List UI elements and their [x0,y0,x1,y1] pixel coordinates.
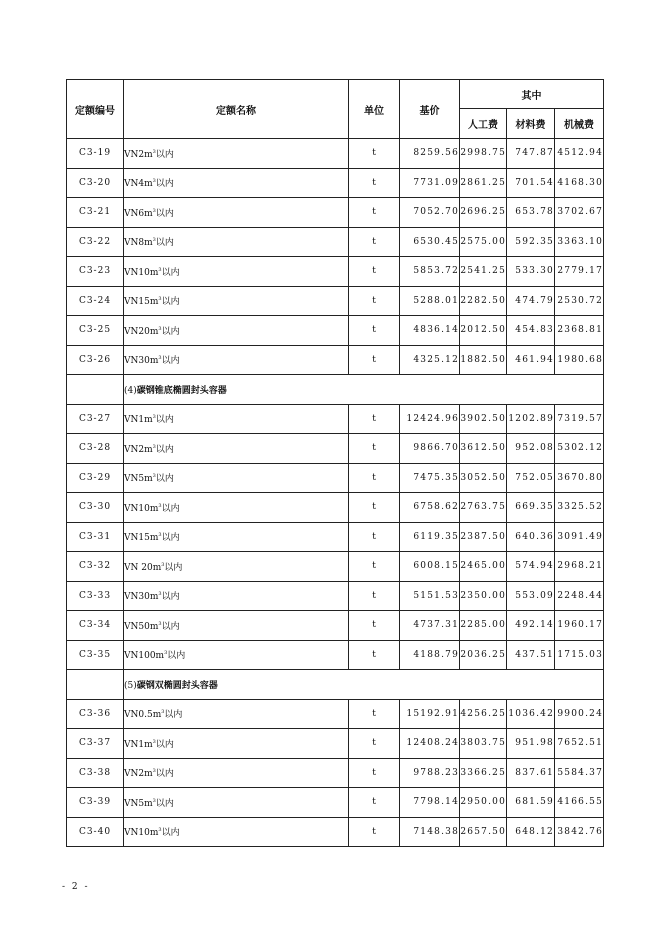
quota-name-suffix: 以内 [155,769,174,780]
quota-name-superscript: 3 [158,502,162,509]
quota-name-spec: VN15m [124,297,159,308]
table-row [67,640,604,670]
quota-unit: t [349,286,400,316]
quota-name-suffix: 以内 [164,710,183,721]
quota-name [124,404,349,434]
quota-unit: t [349,581,400,611]
labor-cost: 2282.50 [460,286,507,316]
quota-name-superscript: 3 [152,473,156,480]
base-price: 4325.12 [400,345,460,375]
machine-cost: 9900.24 [555,699,604,729]
quota-code: C3-29 [67,463,124,493]
quota-name-suffix: 以内 [161,621,180,632]
section-code-cell [67,670,124,700]
material-cost: 653.78 [507,198,555,228]
material-cost: 592.35 [507,227,555,257]
quota-name [124,463,349,493]
quota-code: C3-32 [67,552,124,582]
machine-cost: 4168.30 [555,168,604,198]
base-price: 6008.15 [400,552,460,582]
material-cost: 681.59 [507,788,555,818]
base-price: 7148.38 [400,817,460,847]
quota-name-suffix: 以内 [167,651,186,662]
header-code: 定额编号 [67,80,124,139]
table-row [67,522,604,552]
base-price: 4188.79 [400,640,460,670]
quota-name-suffix: 以内 [155,179,174,190]
quota-name-spec: VN30m [124,356,159,367]
material-cost: 533.30 [507,257,555,287]
quota-name-superscript: 3 [152,738,156,745]
machine-cost: 3842.76 [555,817,604,847]
quota-name-superscript: 3 [152,414,156,421]
quota-unit: t [349,227,400,257]
table-row [67,552,604,582]
quota-name-suffix: 以内 [161,503,180,514]
material-cost: 747.87 [507,139,555,169]
labor-cost: 2036.25 [460,640,507,670]
base-price: 4836.14 [400,316,460,346]
labor-cost: 2696.25 [460,198,507,228]
quota-code: C3-19 [67,139,124,169]
quota-unit: t [349,699,400,729]
quota-name-spec: VN2m [124,444,153,455]
table-row [67,758,604,788]
quota-code: C3-31 [67,522,124,552]
labor-cost: 2541.25 [460,257,507,287]
machine-cost: 4512.94 [555,139,604,169]
labor-cost: 2657.50 [460,817,507,847]
quota-name [124,817,349,847]
labor-cost: 4256.25 [460,699,507,729]
quota-name [124,758,349,788]
base-price: 12408.24 [400,729,460,759]
section-code-cell [67,375,124,405]
section-row [67,375,604,405]
labor-cost: 3612.50 [460,434,507,464]
section-title [124,375,604,405]
quota-unit: t [349,729,400,759]
quota-name-superscript: 3 [158,325,162,332]
header-name: 定额名称 [124,80,349,139]
quota-name-superscript: 3 [152,797,156,804]
material-cost: 454.83 [507,316,555,346]
quota-name [124,699,349,729]
base-price: 9788.23 [400,758,460,788]
quota-unit: t [349,463,400,493]
header-material-cost: 材料费 [507,109,555,139]
quota-name-spec: VN15m [124,533,159,544]
quota-unit: t [349,168,400,198]
quota-name-superscript: 3 [152,207,156,214]
quota-name [124,257,349,287]
material-cost: 640.36 [507,522,555,552]
quota-name-spec: VN10m [124,503,159,514]
quota-name-spec: VN1m [124,739,153,750]
machine-cost: 2368.81 [555,316,604,346]
quota-name [124,168,349,198]
machine-cost: 1960.17 [555,611,604,641]
quota-name-superscript: 3 [158,591,162,598]
quota-code: C3-37 [67,729,124,759]
quota-name-suffix: 以内 [161,592,180,603]
machine-cost: 3702.67 [555,198,604,228]
table-row [67,434,604,464]
material-cost: 492.14 [507,611,555,641]
material-cost: 701.54 [507,168,555,198]
quota-name-superscript: 3 [152,148,156,155]
quota-unit: t [349,640,400,670]
table-row [67,168,604,198]
table-row [67,198,604,228]
machine-cost: 5584.37 [555,758,604,788]
quota-name-suffix: 以内 [161,533,180,544]
labor-cost: 3803.75 [460,729,507,759]
quota-name [124,227,349,257]
quota-code: C3-20 [67,168,124,198]
labor-cost: 2998.75 [460,139,507,169]
quota-name-suffix: 以内 [164,562,183,573]
labor-cost: 2950.00 [460,788,507,818]
base-price: 5151.53 [400,581,460,611]
table-row [67,729,604,759]
material-cost: 574.94 [507,552,555,582]
machine-cost: 2779.17 [555,257,604,287]
table-row [67,139,604,169]
base-price: 5288.01 [400,286,460,316]
labor-cost: 2350.00 [460,581,507,611]
quota-name-spec: VN6m [124,208,153,219]
table-row [67,463,604,493]
quota-name-superscript: 3 [161,709,165,716]
quota-unit: t [349,316,400,346]
quota-name [124,434,349,464]
quota-name-suffix: 以内 [155,208,174,219]
section-title [124,670,604,700]
table-row [67,345,604,375]
quota-name-superscript: 3 [158,827,162,834]
machine-cost: 3325.52 [555,493,604,523]
quota-name [124,729,349,759]
quota-unit: t [349,493,400,523]
material-cost: 474.79 [507,286,555,316]
quota-name-spec: VN10m [124,267,159,278]
section-title-text: 碳钢锥底椭圆封头容器 [136,385,227,396]
quota-code: C3-30 [67,493,124,523]
quota-name-suffix: 以内 [161,828,180,839]
labor-cost: 2763.75 [460,493,507,523]
quota-code: C3-25 [67,316,124,346]
quota-unit: t [349,345,400,375]
quota-name [124,581,349,611]
labor-cost: 2861.25 [460,168,507,198]
quota-name-spec: VN20m [124,326,159,337]
header-base-price: 基价 [400,80,460,139]
quota-name-spec: VN 20m [124,562,162,573]
base-price: 8259.56 [400,139,460,169]
table-row [67,316,604,346]
quota-name-superscript: 3 [158,620,162,627]
quota-unit: t [349,257,400,287]
machine-cost: 7652.51 [555,729,604,759]
base-price: 4737.31 [400,611,460,641]
labor-cost: 2575.00 [460,227,507,257]
machine-cost: 3363.10 [555,227,604,257]
table-row [67,817,604,847]
quota-name [124,640,349,670]
labor-cost: 2387.50 [460,522,507,552]
quota-name-suffix: 以内 [155,444,174,455]
quota-code: C3-33 [67,581,124,611]
quota-name-spec: VN8m [124,238,153,249]
machine-cost: 2530.72 [555,286,604,316]
quota-name-spec: VN2m [124,149,153,160]
base-price: 7052.70 [400,198,460,228]
labor-cost: 3052.50 [460,463,507,493]
machine-cost: 2968.21 [555,552,604,582]
material-cost: 648.12 [507,817,555,847]
machine-cost: 7319.57 [555,404,604,434]
material-cost: 461.94 [507,345,555,375]
quota-name-suffix: 以内 [161,297,180,308]
labor-cost: 2285.00 [460,611,507,641]
labor-cost: 3902.50 [460,404,507,434]
material-cost: 437.51 [507,640,555,670]
quota-unit: t [349,788,400,818]
quota-name [124,286,349,316]
quota-name-superscript: 3 [152,768,156,775]
machine-cost: 1980.68 [555,345,604,375]
table-row [67,404,604,434]
base-price: 5853.72 [400,257,460,287]
material-cost: 952.08 [507,434,555,464]
base-price: 12424.96 [400,404,460,434]
section-row [67,670,604,700]
quota-name [124,493,349,523]
quota-name [124,198,349,228]
header-unit: 单位 [349,80,400,139]
quota-name-superscript: 3 [158,355,162,362]
quota-name-spec: VN2m [124,769,153,780]
quota-name [124,788,349,818]
quota-unit: t [349,552,400,582]
material-cost: 1202.89 [507,404,555,434]
machine-cost: 5302.12 [555,434,604,464]
machine-cost: 2248.44 [555,581,604,611]
quota-name-suffix: 以内 [155,238,174,249]
quota-name-superscript: 3 [158,266,162,273]
quota-name-suffix: 以内 [161,356,180,367]
quota-name-suffix: 以内 [161,326,180,337]
table-row [67,581,604,611]
quota-name-superscript: 3 [158,532,162,539]
base-price: 15192.91 [400,699,460,729]
quota-code: C3-38 [67,758,124,788]
quota-name [124,345,349,375]
quota-code: C3-21 [67,198,124,228]
table-row [67,611,604,641]
quota-name [124,139,349,169]
quota-name-suffix: 以内 [155,149,174,160]
labor-cost: 3366.25 [460,758,507,788]
machine-cost: 3091.49 [555,522,604,552]
quota-unit: t [349,611,400,641]
material-cost: 951.98 [507,729,555,759]
labor-cost: 2465.00 [460,552,507,582]
quota-name-spec: VN10m [124,828,159,839]
table-row [67,286,604,316]
base-price: 7798.14 [400,788,460,818]
quota-unit: t [349,198,400,228]
machine-cost: 3670.80 [555,463,604,493]
header-of-which: 其中 [460,80,604,109]
quota-table [66,79,604,847]
quota-name-suffix: 以内 [155,415,174,426]
quota-code: C3-36 [67,699,124,729]
quota-code: C3-26 [67,345,124,375]
base-price: 9866.70 [400,434,460,464]
quota-code: C3-39 [67,788,124,818]
quota-code: C3-27 [67,404,124,434]
quota-unit: t [349,434,400,464]
quota-unit: t [349,404,400,434]
quota-name-suffix: 以内 [155,474,174,485]
quota-name-superscript: 3 [152,237,156,244]
quota-name-suffix: 以内 [155,798,174,809]
base-price: 7731.09 [400,168,460,198]
quota-code: C3-22 [67,227,124,257]
table-row [67,699,604,729]
base-price: 6530.45 [400,227,460,257]
base-price: 6758.62 [400,493,460,523]
quota-name-superscript: 3 [152,443,156,450]
header-labor-cost: 人工费 [460,109,507,139]
material-cost: 837.61 [507,758,555,788]
table-row [67,227,604,257]
material-cost: 1036.42 [507,699,555,729]
quota-code: C3-35 [67,640,124,670]
base-price: 7475.35 [400,463,460,493]
quota-name [124,611,349,641]
quota-name-spec: VN1m [124,415,153,426]
quota-name [124,316,349,346]
machine-cost: 1715.03 [555,640,604,670]
quota-name-spec: VN100m [124,651,165,662]
labor-cost: 1882.50 [460,345,507,375]
quota-name-superscript: 3 [161,561,165,568]
quota-unit: t [349,758,400,788]
quota-unit: t [349,817,400,847]
quota-name-spec: VN50m [124,621,159,632]
quota-unit: t [349,139,400,169]
quota-name-suffix: 以内 [155,739,174,750]
quota-name-spec: VN5m [124,474,153,485]
section-title-text: 碳钢双椭圆封头容器 [136,680,218,691]
labor-cost: 2012.50 [460,316,507,346]
quota-name-spec: VN4m [124,179,153,190]
material-cost: 752.05 [507,463,555,493]
quota-name-suffix: 以内 [161,267,180,278]
quota-code: C3-40 [67,817,124,847]
quota-unit: t [349,522,400,552]
quota-name [124,522,349,552]
table-body [67,139,604,847]
quota-name-superscript: 3 [152,178,156,185]
quota-code: C3-28 [67,434,124,464]
table-row [67,493,604,523]
quota-name-spec: VN0.5m [124,710,162,721]
quota-name-superscript: 3 [158,296,162,303]
quota-name-spec: VN30m [124,592,159,603]
quota-code: C3-34 [67,611,124,641]
section-number: (5) [124,680,137,691]
quota-name-spec: VN5m [124,798,153,809]
table-row [67,788,604,818]
material-cost: 553.09 [507,581,555,611]
machine-cost: 4166.55 [555,788,604,818]
quota-code: C3-23 [67,257,124,287]
header-machine-cost: 机械费 [555,109,604,139]
page-number: - 2 - [62,882,90,892]
section-number: (4) [124,385,137,396]
table-row [67,257,604,287]
quota-name-superscript: 3 [164,650,168,657]
quota-name [124,552,349,582]
quota-code: C3-24 [67,286,124,316]
material-cost: 669.35 [507,493,555,523]
base-price: 6119.35 [400,522,460,552]
